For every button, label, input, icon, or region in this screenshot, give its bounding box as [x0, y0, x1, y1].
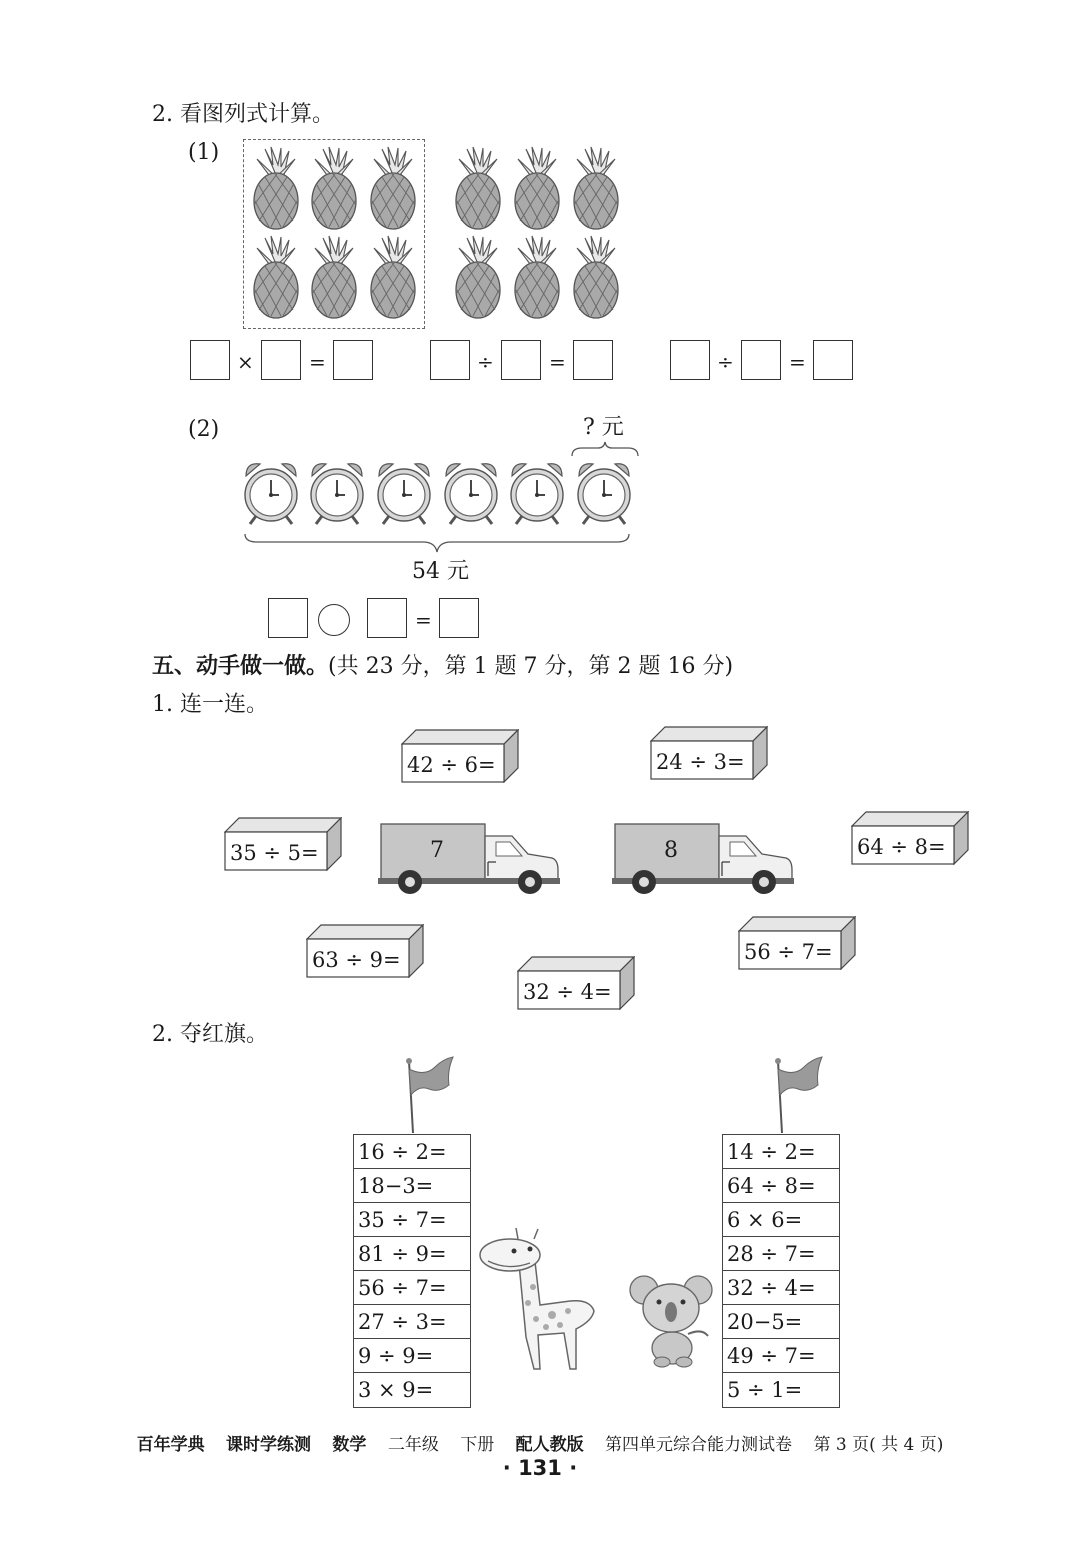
footer-edition: 配人教版	[515, 1435, 584, 1455]
section5-score-note: (共 23 分，第 1 题 7 分，第 2 题 16 分)	[328, 654, 734, 679]
flag-icon	[764, 1055, 828, 1135]
division-problem-box[interactable]	[517, 956, 635, 1010]
tower-problem-cell[interactable]: 3 × 9=	[358, 1378, 434, 1402]
footer-series: 课时学练测	[226, 1435, 312, 1455]
answer-box[interactable]	[430, 340, 470, 380]
top-brace-icon	[570, 440, 640, 460]
footer-volume: 下册	[460, 1435, 495, 1455]
footer-subject: 数学	[332, 1435, 367, 1455]
tower-problem-cell[interactable]: 27 ÷ 3=	[354, 1305, 470, 1339]
tower-problem-cell[interactable]: 6 × 6=	[723, 1203, 839, 1237]
pineapple-icon	[309, 234, 359, 320]
tower-problem-cell[interactable]: 81 ÷ 9=	[354, 1237, 470, 1271]
answer-box[interactable]	[439, 598, 479, 638]
division-problem-text: 32 ÷ 4=	[523, 980, 612, 1004]
page-footer	[0, 1430, 1080, 1455]
unknown-price-label: ? 元	[583, 415, 624, 440]
answer-box[interactable]	[261, 340, 301, 380]
footer-page-info: 第 3 页( 共 4 页)	[813, 1435, 944, 1455]
koala-icon	[628, 1270, 714, 1370]
answer-box[interactable]	[268, 598, 308, 638]
tower-problem-cell[interactable]: 18−3=	[354, 1169, 470, 1203]
answer-box[interactable]	[670, 340, 710, 380]
division-problem-box[interactable]	[224, 817, 342, 871]
truck-icon	[378, 822, 560, 896]
match-heading: 1. 连一连。	[152, 692, 268, 717]
q2-heading: 2. 看图列式计算。	[152, 102, 334, 127]
left-problem-tower	[353, 1134, 471, 1408]
truck-8[interactable]	[612, 822, 794, 896]
section5-title: 五、动手做一做。	[152, 654, 329, 679]
divide-sign: ÷	[477, 350, 494, 374]
pineapple-icon	[453, 234, 503, 320]
equals-sign: =	[309, 350, 326, 374]
part2-label: (2)	[188, 417, 220, 442]
tower-problem-cell[interactable]: 28 ÷ 7=	[723, 1237, 839, 1271]
division-problem-text: 42 ÷ 6=	[407, 753, 496, 777]
tower-problem-cell[interactable]: 5 ÷ 1=	[727, 1378, 803, 1402]
pineapple-icon	[453, 145, 503, 231]
answer-box[interactable]	[813, 340, 853, 380]
tower-problem-cell[interactable]: 20−5=	[723, 1305, 839, 1339]
footer-test-name: 第四单元综合能力测试卷	[605, 1435, 793, 1455]
equals-sign: =	[549, 350, 566, 374]
division-problem-box[interactable]	[851, 811, 969, 865]
division-problem-box[interactable]	[650, 726, 768, 780]
pineapple-icon	[309, 145, 359, 231]
times-sign: ×	[237, 350, 254, 374]
tower-problem-cell[interactable]: 64 ÷ 8=	[723, 1169, 839, 1203]
alarm-clock-icon	[242, 460, 300, 526]
answer-box[interactable]	[333, 340, 373, 380]
alarm-clock-icon	[575, 460, 633, 526]
part1-label: (1)	[188, 140, 220, 165]
footer-grade: 二年级	[387, 1435, 439, 1455]
tower-problem-cell[interactable]: 9 ÷ 9=	[354, 1339, 470, 1373]
division-problem-box[interactable]	[738, 916, 856, 970]
truck-number: 8	[664, 838, 678, 863]
flag-icon	[395, 1055, 459, 1135]
giraffe-icon	[478, 1225, 608, 1375]
pineapple-icon	[571, 234, 621, 320]
division-problem-text: 56 ÷ 7=	[744, 940, 833, 964]
pineapple-icon	[571, 145, 621, 231]
bottom-brace-icon	[243, 530, 633, 554]
division-problem-text: 35 ÷ 5=	[230, 841, 319, 865]
pineapple-icon	[368, 234, 418, 320]
truck-icon	[612, 822, 794, 896]
flag-heading: 2. 夺红旗。	[152, 1022, 268, 1047]
truck-number: 7	[430, 838, 444, 863]
division-problem-box[interactable]	[306, 924, 424, 978]
division-problem-text: 63 ÷ 9=	[312, 948, 401, 972]
answer-box[interactable]	[367, 598, 407, 638]
equals-sign: =	[415, 608, 432, 632]
alarm-clock-icon	[308, 460, 366, 526]
equals-sign: =	[789, 350, 806, 374]
pineapple-icon	[251, 234, 301, 320]
divide-sign: ÷	[717, 350, 734, 374]
truck-7[interactable]	[378, 822, 560, 896]
alarm-clock-icon	[375, 460, 433, 526]
division-problem-box[interactable]	[401, 729, 519, 783]
pineapple-icon	[512, 234, 562, 320]
answer-box[interactable]	[190, 340, 230, 380]
alarm-clock-icon	[508, 460, 566, 526]
pineapple-icon	[368, 145, 418, 231]
answer-box[interactable]	[741, 340, 781, 380]
total-price-label: 54 元	[412, 559, 469, 584]
tower-problem-cell[interactable]: 49 ÷ 7=	[723, 1339, 839, 1373]
section5-heading	[152, 656, 733, 678]
division-problem-text: 64 ÷ 8=	[857, 835, 946, 859]
tower-problem-cell[interactable]: 35 ÷ 7=	[354, 1203, 470, 1237]
tower-problem-cell[interactable]: 16 ÷ 2=	[354, 1135, 470, 1169]
tower-problem-cell[interactable]: 56 ÷ 7=	[354, 1271, 470, 1305]
answer-box[interactable]	[501, 340, 541, 380]
operator-circle[interactable]	[318, 604, 350, 636]
tower-problem-cell[interactable]: 14 ÷ 2=	[723, 1135, 839, 1169]
right-problem-tower	[722, 1134, 840, 1408]
division-problem-text: 24 ÷ 3=	[656, 750, 745, 774]
tower-problem-cell[interactable]: 32 ÷ 4=	[723, 1271, 839, 1305]
alarm-clock-icon	[442, 460, 500, 526]
pineapple-icon	[251, 145, 301, 231]
page-number: · 131 ·	[502, 1456, 578, 1480]
pineapple-icon	[512, 145, 562, 231]
answer-box[interactable]	[573, 340, 613, 380]
footer-brand: 百年学典	[136, 1435, 205, 1455]
